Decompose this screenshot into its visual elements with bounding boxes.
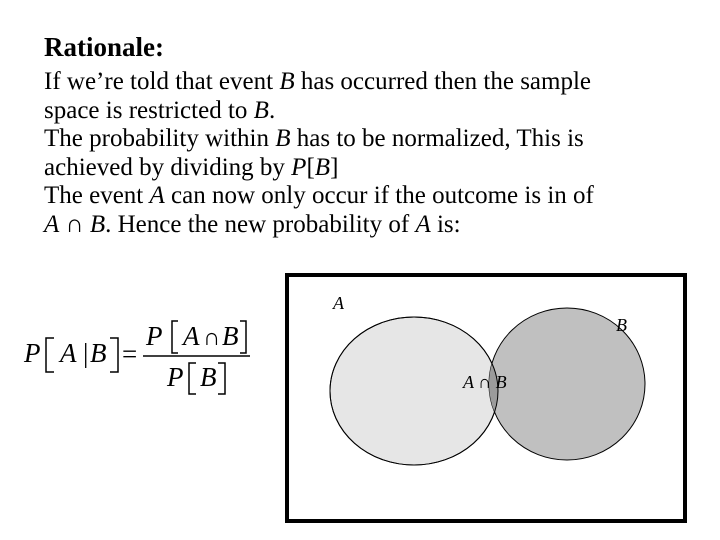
conditional-probability-formula <box>22 306 262 416</box>
venn-diagram-frame <box>285 273 687 523</box>
variable-b: B <box>89 210 106 238</box>
numerator-b: B <box>222 321 239 351</box>
body-text <box>44 68 704 239</box>
numerator-left-bracket <box>172 321 178 353</box>
given-bar: | <box>83 338 89 368</box>
bracket: ] <box>330 153 339 181</box>
text: achieved by dividing by <box>44 153 292 181</box>
text: The event <box>44 182 150 209</box>
text: space is restricted to <box>44 96 254 124</box>
denominator-p: P <box>167 362 184 392</box>
intersection-symbol: ∩ <box>59 210 90 238</box>
variable-p: P <box>291 153 307 181</box>
label-b: B <box>616 315 627 335</box>
text: If we’re told that event <box>44 68 280 95</box>
variable-a: A <box>149 182 165 209</box>
text: . Hence the new probability of <box>105 210 416 238</box>
text: The probability within <box>44 125 276 152</box>
numerator-intersection: ∩ <box>203 325 221 351</box>
variable-b: B <box>253 96 269 124</box>
rationale-heading: Rationale: <box>44 32 164 62</box>
formula-graphic <box>22 306 262 416</box>
numerator-right-bracket <box>240 321 246 353</box>
label-intersection: A ∩ B <box>463 372 507 392</box>
variable-a: A <box>44 210 60 238</box>
venn-diagram <box>289 277 683 519</box>
lhs-b: B <box>90 338 107 368</box>
paragraph-intersection <box>44 182 704 239</box>
label-a: A <box>333 293 344 313</box>
text: can now only occur if the outcome is in of <box>164 182 594 209</box>
denominator-left-bracket <box>189 363 196 394</box>
variable-b: B <box>279 68 295 95</box>
lhs-p: P <box>24 338 41 368</box>
variable-b: B <box>314 153 331 181</box>
paragraph-normalization <box>44 125 704 182</box>
numerator-p: P <box>146 321 163 351</box>
bracket: [ <box>306 153 315 181</box>
denominator-right-bracket <box>218 363 225 394</box>
variable-b: B <box>275 125 291 152</box>
variable-a: A <box>415 210 431 238</box>
paragraph-restriction <box>44 68 704 125</box>
text: has occurred then the sample <box>294 68 592 95</box>
lhs-a: A <box>60 338 77 368</box>
lhs-left-bracket <box>46 338 54 372</box>
equals-sign: = <box>122 339 138 369</box>
text: . <box>268 96 276 124</box>
text: has to be normalized, This is <box>290 125 584 152</box>
numerator-a: A <box>183 321 200 351</box>
denominator-b: B <box>200 362 217 392</box>
text: is: <box>430 210 461 238</box>
lhs-right-bracket <box>110 338 118 372</box>
